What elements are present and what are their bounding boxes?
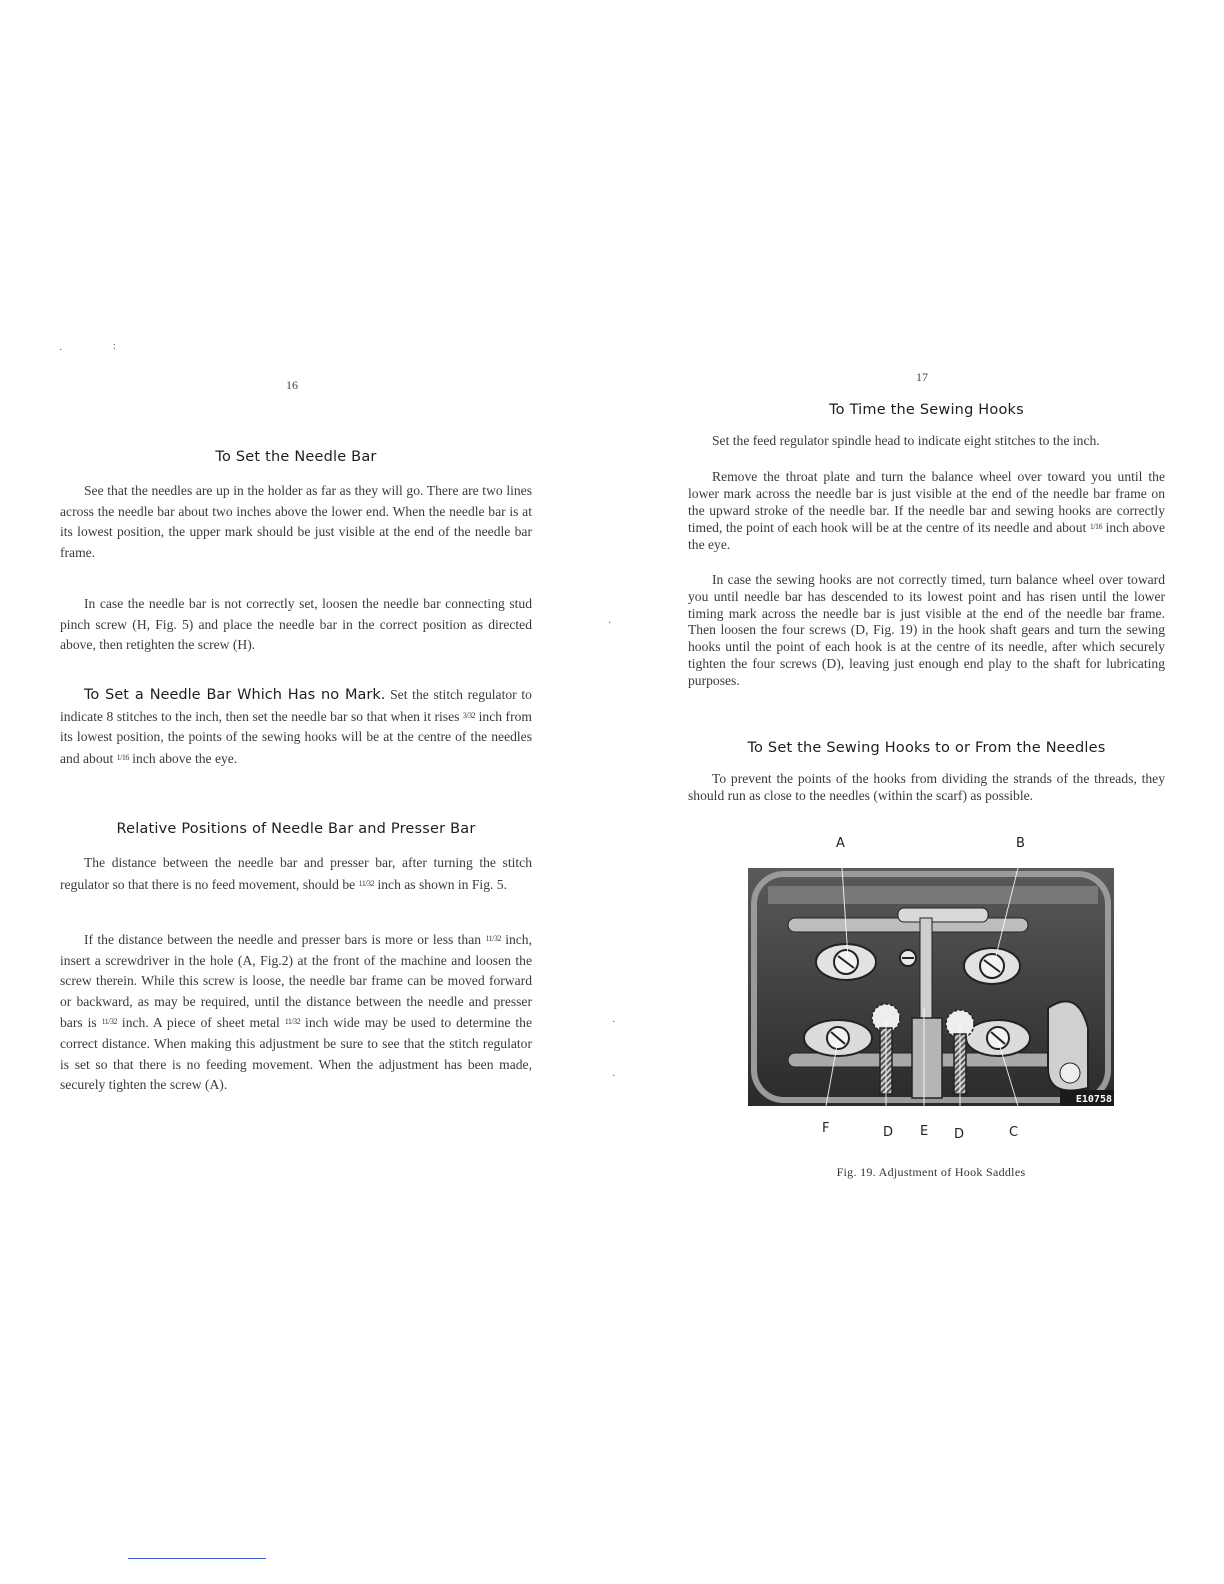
fraction: 11/32 (485, 934, 501, 943)
paragraph: Remove the throat plate and turn the balance wheel over toward you until the lower mark across the needle bar is just visible at the end of the needle bar frame on the upward stroke of the needle bar. If the needle bar and sewing hooks are correctly timed, the point of each hook will be at the centre of its needle and about $^{1/16}$ inch above the eye. (688, 469, 1165, 553)
page-number: 16 (286, 378, 298, 392)
figure-label-c: C (1009, 1125, 1019, 1140)
scan-speck: : (113, 341, 116, 352)
figure-label-e: E (920, 1124, 929, 1139)
section-heading-set-hooks: To Set the Sewing Hooks to or From the Needles (747, 740, 1106, 756)
scan-speck: · (612, 1017, 616, 1028)
figure-label-a: A (836, 836, 845, 851)
fraction: 11/32 (101, 1017, 117, 1027)
paragraph-unmarked-needle-bar: To Set a Needle Bar Which Has no Mark. Set the stitch regulator to indicate 8 stitches to the inch, then set the needle bar so that when it rises $^{3/32}$ inch from its lowest position, the points of the sewing hooks will be at the centre of the needles and about $^{1/16}$ inch above the eye. (60, 687, 532, 766)
paragraph: If the distance between the needle and presser bars is more or less than $^{11/32}$ inch, insert a screwdriver in the hole (A, Fig.2) at the front of the machine and loosen the screw therein. While this screw is loose, the needle bar frame can be moved forward or backward, as may be required, until the distance between the needle and presser bars is $^{11/32}$ inch. A piece of sheet metal $^{11/32}$ inch wide may be used to determine the correct distance. When making this adjustment be sure to see that the stitch regulator is set so that there is no feeding movement. When the adjustment has been made, securely tighten the screw (A). (60, 932, 532, 1093)
figure-id-stamp: E10758 (1075, 1094, 1112, 1105)
section-heading-needle-bar: To Set the Needle Bar (215, 449, 377, 465)
paragraph: In case the needle bar is not correctly set, loosen the needle bar connecting stud pinch screw (H, Fig. 5) and place the needle bar in the correct position as directed above, then retighten the screw (H). (60, 596, 532, 653)
figure-hook-saddles (748, 868, 1114, 1106)
paragraph: Set the feed regulator spindle head to indicate eight stitches to the inch. (712, 433, 1100, 448)
fraction: 1/16 (1089, 522, 1103, 532)
paragraph: To prevent the points of the hooks from dividing the strands of the threads, they should run as close to the needles (within the scarf) as possible. (688, 771, 1165, 803)
machine-illustration (748, 868, 1114, 1106)
fraction: 1/16 (116, 752, 129, 762)
scan-speck: · (59, 345, 63, 356)
paragraph: In case the sewing hooks are not correctly timed, turn balance wheel over toward you until needle bar has descended to its lowest point and has risen until the lower timing mark across the needle bar is just visible at the end of the needle bar frame. Then loosen the four screws (D, Fig. 19) in the hook shaft gears and turn the sewing hooks until the point of each hook is at the centre of its needle, after which securely tighten the four screws (D), leaving just enough end play to the shaft for lubricating purposes. (688, 572, 1165, 688)
section-heading-time-hooks: To Time the Sewing Hooks (829, 402, 1024, 418)
fraction: 11/32 (358, 878, 375, 888)
figure-caption: Fig. 19. Adjustment of Hook Saddles (836, 1165, 1026, 1179)
figure-label-f: F (822, 1121, 830, 1136)
section-heading-relative-positions: Relative Positions of Needle Bar and Presser Bar (116, 821, 476, 837)
page-number: 17 (916, 370, 928, 384)
scan-speck: · (608, 618, 612, 629)
footer-rule (128, 1558, 266, 1559)
scan-speck: · (612, 1071, 616, 1082)
fraction: 3/32 (462, 710, 476, 720)
figure-label-d: D (954, 1127, 965, 1142)
fraction: 11/32 (284, 1017, 301, 1027)
figure-label-b: B (1016, 836, 1025, 851)
figure-label-d: D (883, 1125, 894, 1140)
paragraph: The distance between the needle bar and presser bar, after turning the stitch regulator so that there is no feed movement, should be $^{11/32}$ inch as shown in Fig. 5. (60, 855, 532, 892)
run-in-heading: To Set a Needle Bar Which Has no Mark. (84, 687, 386, 703)
paragraph: See that the needles are up in the holder as far as they will go. There are two lines across the needle bar about two inches above the lower end. When the needle bar is at its lowest position, the upper mark should be just visible at the end of the needle bar frame. (60, 483, 532, 560)
